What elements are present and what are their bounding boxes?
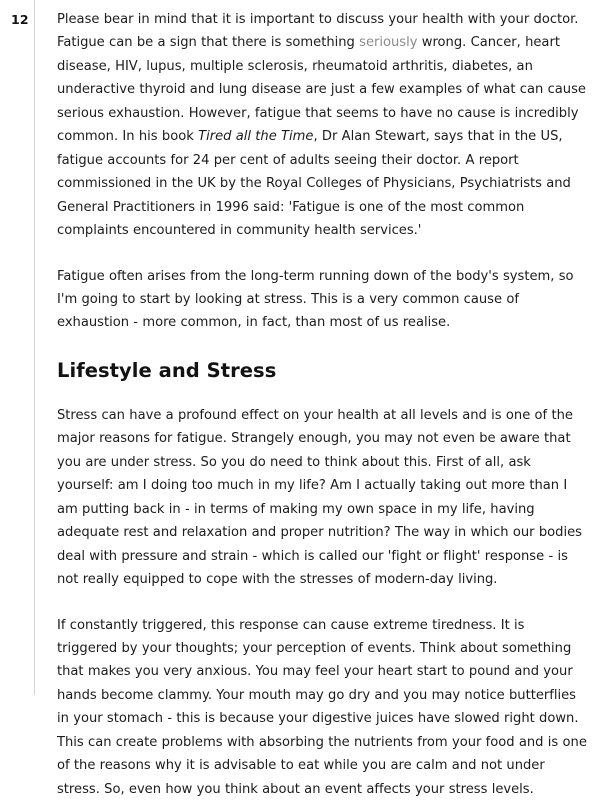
vertical-divider-rule [34,0,35,695]
book-title-italic: Tired all the Time [198,129,314,145]
page-margin-column [0,0,34,695]
paragraph-triggered-response: If constantly triggered, this response can cause extreme tiredness. It is triggered by your thoughts; your perception of events. Think about something that makes you very anxious. You may feel your heart start to pound and your hands become clammy. Your mouth may go dry and you may notice butterflies in your stomach - this is because your digestive juices have slowed right down. This can create problems with absorbing the nutrients from your food and is one of the reasons why it is advisable to eat while you are calm and not under stress. So, even how you think about an event affects your stress levels. [57,617,587,797]
page-number: 12 [11,12,29,27]
paragraph-intro-middle: wrong. Cancer, heart disease, HIV, lupus, multiple sclerosis, rheumatoid arthritis, diabetes, an underactive thyroid and lung disease are just a few examples of what can cause serious exhaustion. However, fatigue that seems to have no cause is incredibly common. In his book [57,35,586,145]
paragraph-intro-tail: , Dr Alan Stewart, says that in the US, fatigue accounts for 24 per cent of adults seeing their doctor. A report commissioned in the UK by the Royal Colleges of Physicians, Psychiatrists and General Practitioners in 1996 said: 'Fatigue is one of the most common complaints encountered in community health services.' [57,129,571,239]
paragraph-intro [57,8,587,243]
paragraph-fatigue-long-term: Fatigue often arises from the long-term running down of the body's system, so I'm going to start by looking at stress. This is a very common cause of exhaustion - more common, in fact, than most of us realise. [57,268,574,331]
paragraph-stress-effects: Stress can have a profound effect on your health at all levels and is one of the major reasons for fatigue. Strangely enough, you may not even be aware that you are under stress. So you do need to think about this. First of all, ask yourself: am I doing too much in my life? Am I actually taking out more than I am putting back in - in terms of making my own space in my life, having adequate rest and relaxation and proper nutrition? The way in which our bodies deal with pressure and strain - which is called our 'fight or flight' response - is not really equipped to cope with the stresses of modern-day living. [57,407,582,588]
faded-word-seriously: seriously [359,35,418,51]
section-heading-lifestyle-and-stress: Lifestyle and Stress [57,358,277,382]
body-text-column [57,8,587,801]
paragraph-intro-lead: Please bear in mind that it is important to discuss your health with your doctor. Fatigue can be a sign that there is something [57,12,579,51]
